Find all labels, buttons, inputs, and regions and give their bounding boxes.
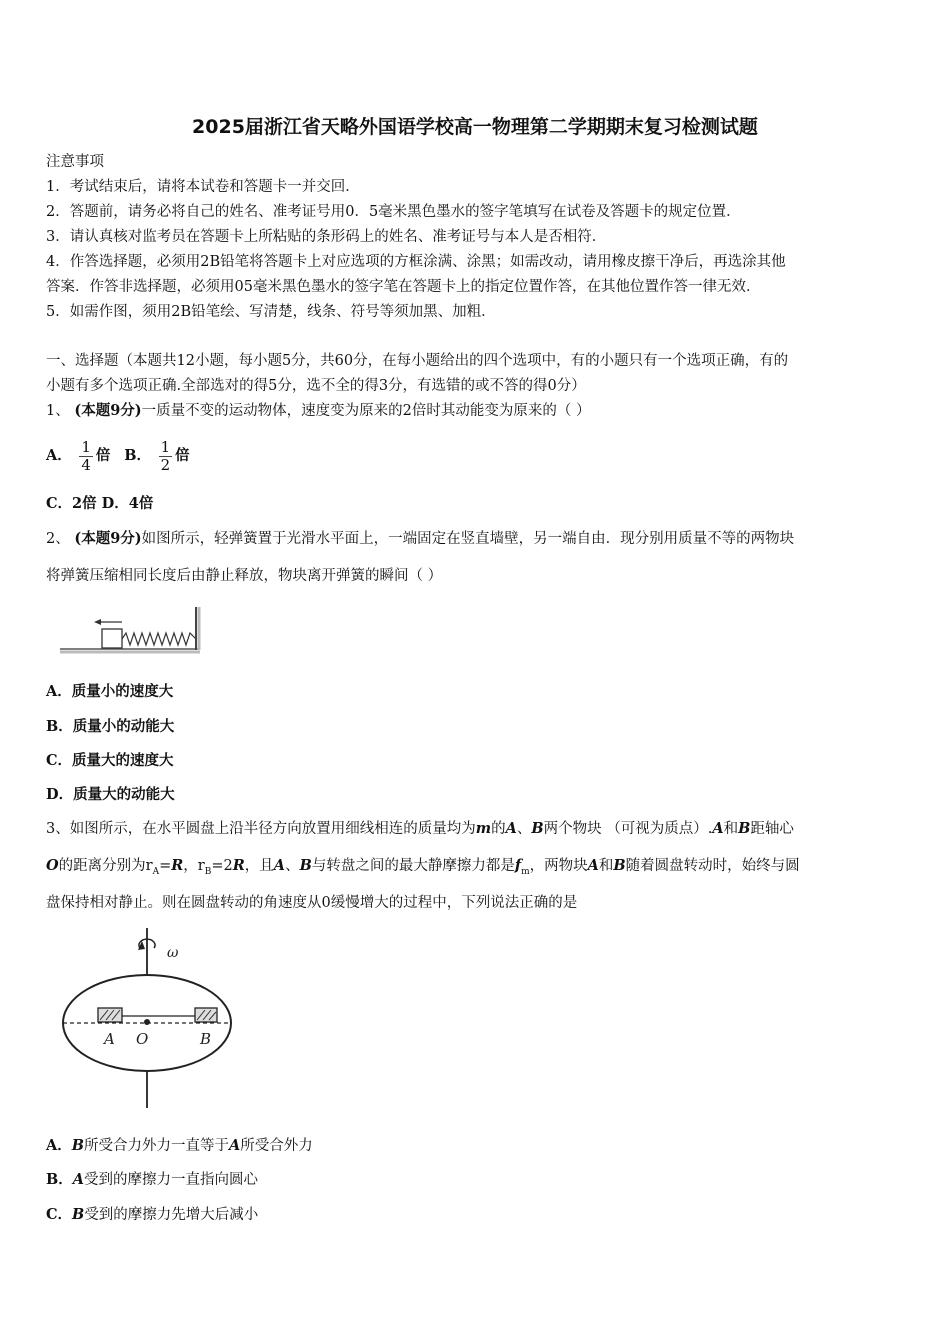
q3-stem-line1 bbox=[46, 819, 908, 839]
q1-tag: (本题9分) bbox=[74, 402, 142, 419]
q1-option-b-numerator: 1 bbox=[160, 437, 171, 456]
q3-option-b bbox=[46, 1170, 908, 1190]
q3-l1-text-b: 的 bbox=[491, 821, 506, 837]
q1-option-b-label: B． bbox=[124, 447, 152, 464]
label-a: A bbox=[104, 1030, 115, 1048]
q3-l2-A2: A bbox=[587, 857, 599, 874]
notice-item-2: 2．答题前，请务必将自己的姓名、准考证号用0．5毫米黑色墨水的签字笔填写在试卷及答题卡的规定位置． bbox=[46, 204, 741, 220]
turntable-figure bbox=[60, 928, 240, 1110]
q3-l2-R2: R bbox=[232, 857, 245, 874]
q3-l2-fm: f bbox=[514, 857, 522, 874]
spring-figure bbox=[60, 605, 202, 655]
velocity-arrowhead bbox=[94, 619, 101, 625]
q3-stem-line3: 盘保持相对静止。则在圆盘转动的角速度从0缓慢增大的过程中，下列说法正确的是 bbox=[46, 895, 578, 911]
center-point bbox=[144, 1019, 150, 1025]
q3-l2-sub-m: m bbox=[521, 866, 530, 877]
q3-l2-text-e: ，且 bbox=[244, 858, 274, 874]
q3-l2-B: B bbox=[299, 857, 312, 874]
notice-item-5: 5．如需作图，须用2B铅笔绘、写清楚，线条、符号等须加黑、加粗． bbox=[46, 304, 496, 320]
q3-l1-text-c: 、 bbox=[516, 821, 532, 837]
q3-option-a-B: B bbox=[71, 1137, 85, 1154]
q3-l2-text-f: 、 bbox=[285, 858, 300, 874]
q3-option-c bbox=[46, 1205, 908, 1225]
q3-l1-text-f: 距轴心 bbox=[750, 821, 794, 837]
q3-option-b-post: 受到的摩擦力一直指向圆心 bbox=[84, 1172, 259, 1188]
q3-l2-text-i: 和 bbox=[598, 858, 614, 874]
q1-stem bbox=[46, 401, 908, 421]
q1-option-a-numerator: 1 bbox=[81, 437, 91, 456]
q3-option-c-B: B bbox=[72, 1206, 85, 1223]
q2-option-a: A．质量小的速度大 bbox=[46, 683, 174, 700]
q3-l1-m: m bbox=[475, 820, 492, 837]
q3-l1-A2: A bbox=[712, 820, 724, 837]
q3-l2-text-j: 随着圆盘转动时，始终与圆 bbox=[625, 858, 800, 874]
q3-l2-O: O bbox=[46, 857, 59, 874]
q3-l2-R1: R bbox=[171, 857, 184, 874]
q3-l1-text-d: 两个物块 （可视为质点）. bbox=[543, 821, 713, 837]
q1-option-b-unit: 倍 bbox=[175, 447, 190, 464]
q3-option-c-label: C． bbox=[46, 1206, 73, 1223]
page-title: 2025届浙江省天略外国语学校高一物理第二学期期末复习检测试题 bbox=[192, 116, 758, 138]
q3-l2-text-a: 的距离分别为r bbox=[58, 858, 153, 874]
q3-l2-text-g: 与转盘之间的最大静摩擦力都是 bbox=[311, 858, 515, 874]
q1-stem-text: 一质量不变的运动物体，速度变为原来的2倍时其动能变为原来的（ ） bbox=[141, 403, 591, 419]
q3-option-a-post: 所受合外力 bbox=[240, 1138, 313, 1154]
q1-options-ab bbox=[46, 436, 908, 476]
q2-number: 2、 bbox=[46, 531, 70, 547]
q3-l1-B2: B bbox=[738, 820, 751, 837]
q2-stem-text: 如图所示，轻弹簧置于光滑水平面上，一端固定在竖直墙壁，另一端自由．现分别用质量不等的两物块 bbox=[141, 531, 795, 547]
q3-l2-text-d: =2 bbox=[211, 858, 233, 874]
notice-item-4-cont: 答案．作答非选择题，必须用05毫米黑色墨水的签字笔在答题卡上的指定位置作答，在其他位置作答一律无效． bbox=[46, 279, 761, 295]
label-b: B bbox=[200, 1030, 212, 1048]
q3-l2-sub-B: B bbox=[204, 866, 212, 877]
q2-tag: (本题9分) bbox=[74, 530, 142, 547]
q1-number: 1、 bbox=[46, 403, 70, 419]
q2-stem-line2: 将弹簧压缩相同长度后由静止释放，物块离开弹簧的瞬间（ ） bbox=[46, 568, 443, 584]
q3-option-c-post: 受到的摩擦力先增大后减小 bbox=[84, 1207, 259, 1223]
q1-option-a-label: A． bbox=[46, 447, 72, 464]
q3-l1-A: A bbox=[505, 820, 517, 837]
q3-l2-text-c: ，r bbox=[183, 858, 205, 874]
q2-option-b: B．质量小的动能大 bbox=[46, 718, 175, 735]
q3-option-a bbox=[46, 1136, 908, 1156]
q2-option-c: C．质量大的速度大 bbox=[46, 752, 174, 769]
block bbox=[102, 629, 122, 648]
notice-item-3: 3．请认真核对监考员在答题卡上所粘贴的条形码上的姓名、准考证号与本人是否相符． bbox=[46, 229, 607, 245]
q3-l1-B: B bbox=[531, 820, 544, 837]
notice-item-4: 4．作答选择题，必须用2B铅笔将答题卡上对应选项的方框涂满、涂黑；如需改动，请用橡皮擦干净后，再选涂其他 bbox=[46, 254, 786, 270]
q3-l2-A: A bbox=[273, 857, 286, 874]
q3-option-a-A: A bbox=[229, 1137, 241, 1154]
q2-stem-line1 bbox=[46, 529, 908, 549]
omega-label: ω bbox=[167, 945, 179, 961]
q3-l1-text-a: 3、如图所示，在水平圆盘上沿半径方向放置用细线相连的质量均为 bbox=[46, 821, 476, 837]
section-heading-line1: 一、选择题（本题共12小题，每小题5分，共60分，在每小题给出的四个选项中，有的小题只有一个选项正确，有的 bbox=[46, 353, 789, 369]
q1-option-b-fraction bbox=[159, 439, 173, 474]
q1-option-a-unit: 倍 bbox=[95, 447, 111, 464]
q3-l2-text-b: = bbox=[159, 858, 172, 874]
q2-option-d: D．质量大的动能大 bbox=[46, 786, 175, 803]
notice-item-1: 1．考试结束后，请将本试卷和答题卡一并交回． bbox=[46, 179, 360, 195]
q3-l2-B2: B bbox=[613, 857, 626, 874]
q3-l2-sub-A: A bbox=[152, 866, 160, 877]
q3-option-a-label: A． bbox=[46, 1137, 72, 1154]
q3-option-b-label: B． bbox=[46, 1171, 73, 1188]
q3-l2-text-h: ，两物块 bbox=[529, 858, 588, 874]
q1-option-a-denominator: 4 bbox=[81, 455, 91, 474]
section-heading-line2: 小题有多个选项正确.全部选对的得5分，选不全的得3分，有选错的或不答的得0分） bbox=[46, 378, 586, 394]
q3-option-a-mid: 所受合力外力一直等于 bbox=[84, 1138, 230, 1154]
q1-option-a-fraction bbox=[79, 439, 93, 474]
notice-heading: 注意事项 bbox=[46, 154, 104, 170]
q3-l1-text-e: 和 bbox=[723, 821, 739, 837]
q3-stem-line2 bbox=[46, 856, 908, 882]
q1-option-b-denominator: 2 bbox=[160, 455, 171, 474]
spring bbox=[122, 633, 196, 645]
q3-option-b-A: A bbox=[72, 1171, 85, 1188]
q1-options-cd: C．2倍 D．4倍 bbox=[46, 495, 154, 512]
label-o: O bbox=[136, 1030, 149, 1048]
